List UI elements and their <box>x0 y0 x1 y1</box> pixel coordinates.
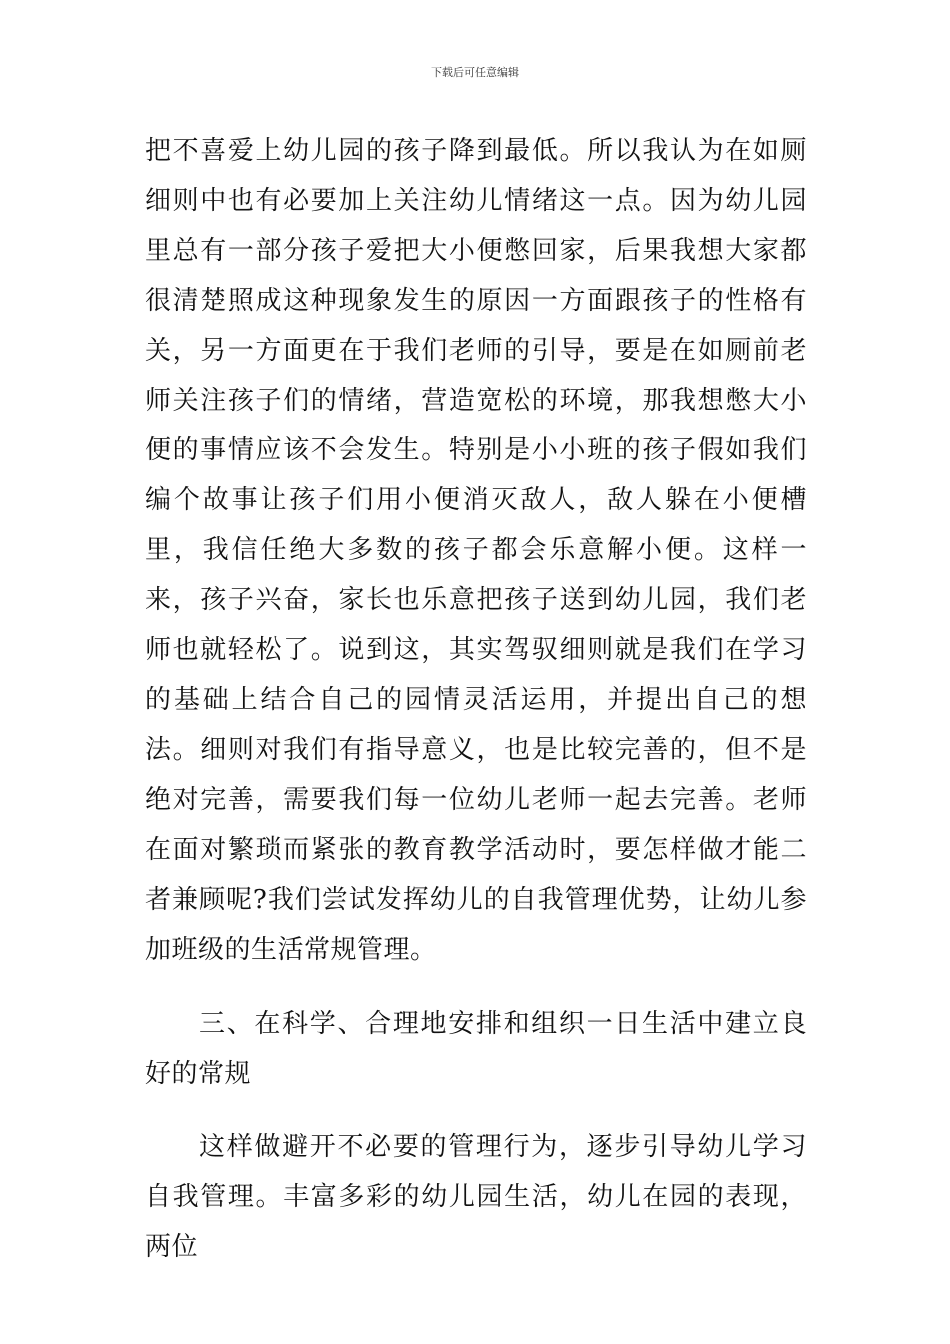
body-paragraph-1: 把不喜爱上幼儿园的孩子降到最低。所以我认为在如厕细则中也有必要加上关注幼儿情绪这一点。因为幼儿园里总有一部分孩子爱把大小便憋回家，后果我想大家都很清楚照成这种现象发生的原因一方面跟孩子的性格有关，另一方面更在于我们老师的引导，要是在如厕前老师关注孩子们的情绪，营造宽松的环境，那我想憋大小便的事情应该不会发生。特别是小小班的孩子假如我们编个故事让孩子们用小便消灭敌人，敌人躲在小便槽里，我信任绝大多数的孩子都会乐意解小便。这样一来，孩子兴奋，家长也乐意把孩子送到幼儿园，我们老师也就轻松了。说到这，其实驾驭细则就是我们在学习的基础上结合自己的园情灵活运用，并提出自己的想法。细则对我们有指导意义，也是比较完善的，但不是绝对完善，需要我们每一位幼儿老师一起去完善。老师在面对繁琐而紧张的教育教学活动时，要怎样做才能二者兼顾呢?我们尝试发挥幼儿的自我管理优势，让幼儿参加班级的生活常规管理。 <box>145 136 807 965</box>
section-heading-3: 三、在科学、合理地安排和组织一日生活中建立良好的常规 <box>145 1009 807 1089</box>
body-paragraph-2: 这样做避开不必要的管理行为，逐步引导幼儿学习自我管理。丰富多彩的幼儿园生活，幼儿在园的表现，两位 <box>145 1132 807 1262</box>
header-note: 下载后可任意编辑 <box>431 66 519 79</box>
